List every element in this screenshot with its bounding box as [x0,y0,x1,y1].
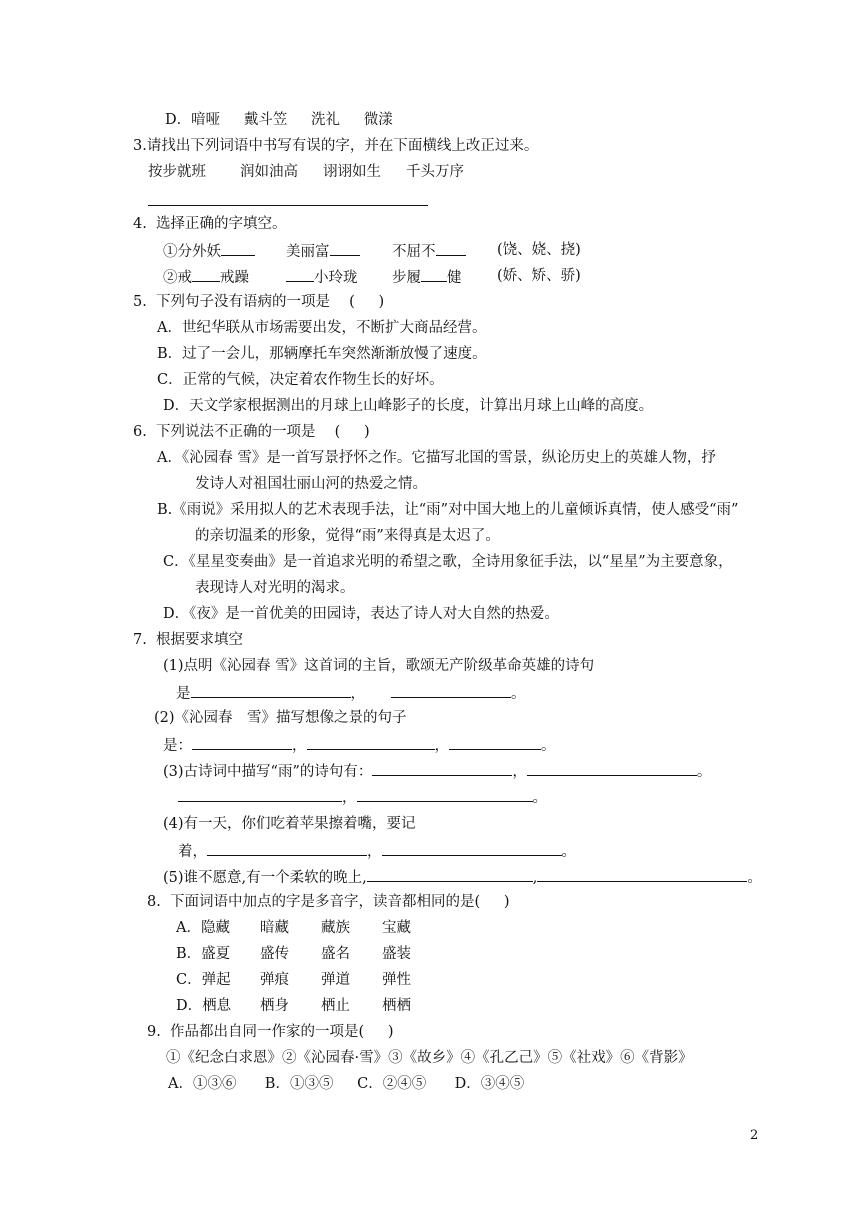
q4-row2-a: ②戒 戒躁 [163,266,249,288]
q7-sub3-line1: (3)古诗词中描写“雨”的诗句有： ， 。 [163,760,711,782]
q8-row-b-2: 盛传 [260,946,289,962]
q5-option-b: B．过了一会儿，那辆摩托车突然渐渐放慢了速度。 [157,346,487,362]
blank[interactable] [421,266,447,282]
q2-option-d: D．喑哑 戴斗笠 洗礼 微漾 [165,112,393,128]
blank[interactable] [537,866,747,882]
blank[interactable] [449,734,541,750]
q9-title: 9. 作品都出自同一作家的一项是( ) [147,1024,394,1040]
blank[interactable] [391,682,511,698]
q8-row-d-2: 栖身 [260,998,289,1014]
q6-option-d: D．《夜》是一首优美的田园诗，表达了诗人对大自然的热爱。 [163,606,559,622]
q4-row2-c: 步履 健 [392,266,462,288]
q3-word-2: 润如油高 [240,164,298,180]
q4-row1-opts: (饶、娆、挠) [497,242,581,258]
q7-sub4-answer: 着， ， 。 [178,840,576,862]
q8-row-a-1: A．隐藏 [176,920,230,936]
q8-row-c-3: 弹道 [321,972,350,988]
q6-option-a-line2: 发诗人对祖国壮丽山河的热爱之情。 [195,476,427,492]
q6-option-c-line1: C．《星星变奏曲》是一首追求光明的希望之歌，全诗用象征手法，以“星星”为主要意象， [163,554,733,570]
q6-option-b-line1: B.《雨说》采用拟人的艺术表现手法，让“雨”对中国大地上的儿童倾诉真情，使人感受“雨” [157,502,739,518]
blank[interactable] [192,734,292,750]
q8-row-c-4: 弹性 [382,972,411,988]
q8-row-c-1: C．弹起 [176,972,231,988]
q7-sub3-line2: ， 。 [178,786,547,808]
q5-option-a: A．世纪华联从市场需要出发，不断扩大商品经营。 [157,320,487,336]
blank[interactable] [436,240,466,256]
q8-row-c-2: 弹痕 [260,972,289,988]
blank[interactable] [178,786,342,802]
q7-sub1-prompt: (1)点明《沁园春 雪》这首词的主旨，歌颂无产阶级革命英雄的诗句 [163,658,595,674]
blank[interactable] [286,266,314,282]
q4-row2-b: 小玲珑 [286,266,358,288]
q7-sub4-prompt: (4)有一天，你们吃着苹果擦着嘴，要记 [163,816,416,832]
q3-title: 3.请找出下列词语中书写有误的字，并在下面横线上改正过来。 [133,138,539,154]
q4-row2-opts: (娇、矫、骄) [497,268,581,284]
q5-title: 5. 下列句子没有语病的一项是 ( ) [133,294,385,310]
q8-row-b-1: B．盛夏 [176,946,231,962]
q8-title: 8. 下面词语中加点的字是多音字，读音都相同的是( ) [147,894,510,910]
q8-row-b-4: 盛装 [382,946,411,962]
q8-row-a-4: 宝藏 [382,920,411,936]
q3-word-3: 诩诩如生 [323,164,381,180]
q7-sub2-prompt: (2)《沁园春 雪》描写想像之景的句子 [154,710,407,726]
q5-option-d: D．天文学家根据测出的月球上山峰影子的长度，计算出月球上山峰的高度。 [163,398,654,414]
q8-row-a-3: 藏族 [321,920,350,936]
q8-row-d-3: 栖止 [321,998,350,1014]
q6-title: 6. 下列说法不正确的一项是 ( ) [133,424,370,440]
q8-row-b-3: 盛名 [321,946,350,962]
q4-row1-b: 美丽富 [286,240,360,262]
q9-works: ①《纪念白求恩》②《沁园春·雪》③《故乡》④《孔乙己》⑤《社戏》⑥《背影》 [166,1050,693,1066]
q7-sub5: (5)谁不愿意,有一个柔软的晚上, , 。 [163,866,762,888]
blank[interactable] [330,240,360,256]
q6-option-c-line2: 表现诗人对光明的渴求。 [195,580,355,596]
q8-row-a-2: 暗藏 [260,920,289,936]
blank[interactable] [192,266,220,282]
blank[interactable] [207,840,367,856]
q9-options: A．①③⑥ B．①③⑤ C．②④⑤ D．③④⑤ [168,1076,525,1092]
q3-answer-line[interactable] [148,205,428,206]
q6-option-b-line2: 的亲切温柔的形象，觉得“雨”来得真是太迟了。 [195,528,500,544]
q3-word-1: 按步就班 [148,164,206,180]
blank[interactable] [357,786,533,802]
q4-row1-c: 不屈不 [392,240,466,262]
blank[interactable] [191,682,351,698]
blank[interactable] [372,760,512,776]
q3-word-4: 千头万序 [406,164,464,180]
q8-row-d-1: D．栖息 [176,998,232,1014]
q4-row1-a: ①分外妖 [163,240,255,262]
q5-option-c: C．正常的气候，决定着农作物生长的好坏。 [157,372,444,388]
q8-row-d-4: 栖栖 [382,998,411,1014]
page-number: 2 [750,1128,759,1143]
blank[interactable] [367,866,533,882]
q7-title: 7. 根据要求填空 [133,632,244,648]
blank[interactable] [221,240,255,256]
q7-sub1-answer: 是 ， 。 [176,682,526,704]
q4-title: 4. 选择正确的字填空。 [133,216,287,232]
blank[interactable] [527,760,697,776]
q6-option-a-line1: A．《沁园春 雪》是一首写景抒怀之作。它描写北国的雪景，纵论历史上的英雄人物，抒 [157,450,716,466]
blank[interactable] [382,840,562,856]
blank[interactable] [307,734,435,750]
q7-sub2-answer: 是： ， ， 。 [163,734,556,756]
